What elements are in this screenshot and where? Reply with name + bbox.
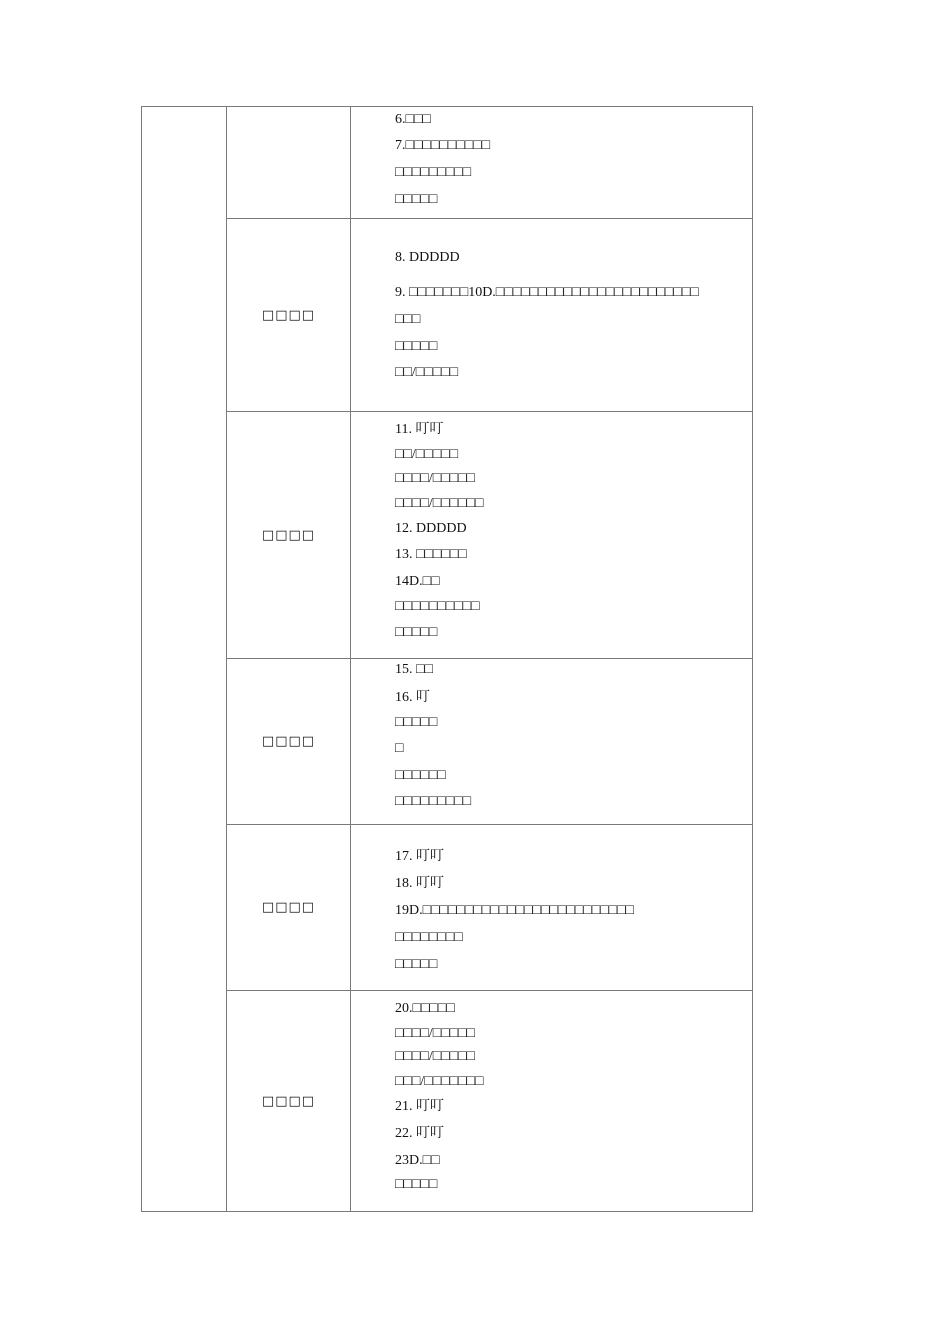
content-cell [351, 659, 753, 824]
table-row [227, 825, 753, 991]
item-line: □□□□□□□□□ [395, 165, 472, 180]
item-line: 17. 叮叮 [395, 849, 444, 864]
category-cell: □□□□ [227, 659, 351, 824]
category-cell: □□□□ [227, 991, 351, 1211]
item-line: 6.□□□ [395, 112, 431, 127]
item-line: 18. 叮叮 [395, 876, 444, 891]
item-line: □ [395, 741, 404, 756]
item-line: 16. 叮 [395, 690, 430, 705]
item-line: 12. DDDDD [395, 521, 467, 536]
item-line: □□□□□□□□□□ [395, 599, 480, 614]
form-table [141, 106, 753, 1212]
item-line: □□□□/□□□□□ [395, 471, 475, 486]
content-cell [351, 825, 753, 990]
item-line: 19D.□□□□□□□□□□□□□□□□□□□□□□□□□ [395, 903, 635, 918]
item-line: □□/□□□□□ [395, 447, 459, 462]
item-line: □□□□□ [395, 192, 438, 207]
item-line: □□□□□ [395, 957, 438, 972]
content-cell [351, 219, 753, 411]
item-line: 8. DDDDD [395, 250, 460, 265]
content-cell [351, 412, 753, 658]
item-line: □□□□□□□□□ [395, 794, 472, 809]
item-line: □□□□□□□□ [395, 930, 463, 945]
item-line: 9. □□□□□□□10D.□□□□□□□□□□□□□□□□□□□□□□□□ [395, 285, 699, 300]
item-line: □□/□□□□□ [395, 365, 459, 380]
left-blank-column [142, 107, 227, 1211]
item-line: □□□/□□□□□□□ [395, 1074, 484, 1089]
table-row [227, 107, 753, 219]
item-line: □□□□□□ [395, 768, 446, 783]
item-line: □□□□□ [395, 625, 438, 640]
item-line: 22. 叮叮 [395, 1126, 444, 1141]
table-row [227, 219, 753, 412]
content-cell [351, 107, 753, 218]
table-row [227, 412, 753, 659]
table-row [227, 991, 753, 1211]
category-cell: □□□□ [227, 825, 351, 990]
item-line: 23D.□□ [395, 1153, 440, 1168]
item-line: □□□□□ [395, 715, 438, 730]
item-line: □□□□/□□□□□ [395, 1026, 475, 1041]
item-line: 14D.□□ [395, 574, 440, 589]
category-cell [227, 107, 351, 218]
item-line: 11. 叮叮 [395, 422, 444, 437]
table-row [227, 659, 753, 825]
item-line: □□□□□ [395, 1177, 438, 1192]
item-line: 20.□□□□□ [395, 1001, 455, 1016]
item-line: 21. 叮叮 [395, 1099, 444, 1114]
item-line: □□□□/□□□□□□ [395, 496, 484, 511]
item-line: 7.□□□□□□□□□□ [395, 138, 491, 153]
item-line: □□□□/□□□□□ [395, 1049, 475, 1064]
category-cell: □□□□ [227, 412, 351, 658]
item-line: □□□□□ [395, 339, 438, 354]
item-line: 13. □□□□□□ [395, 547, 467, 562]
item-line: □□□ [395, 312, 421, 327]
category-cell: □□□□ [227, 219, 351, 411]
item-line: 15. □□ [395, 662, 433, 677]
content-cell [351, 991, 753, 1211]
